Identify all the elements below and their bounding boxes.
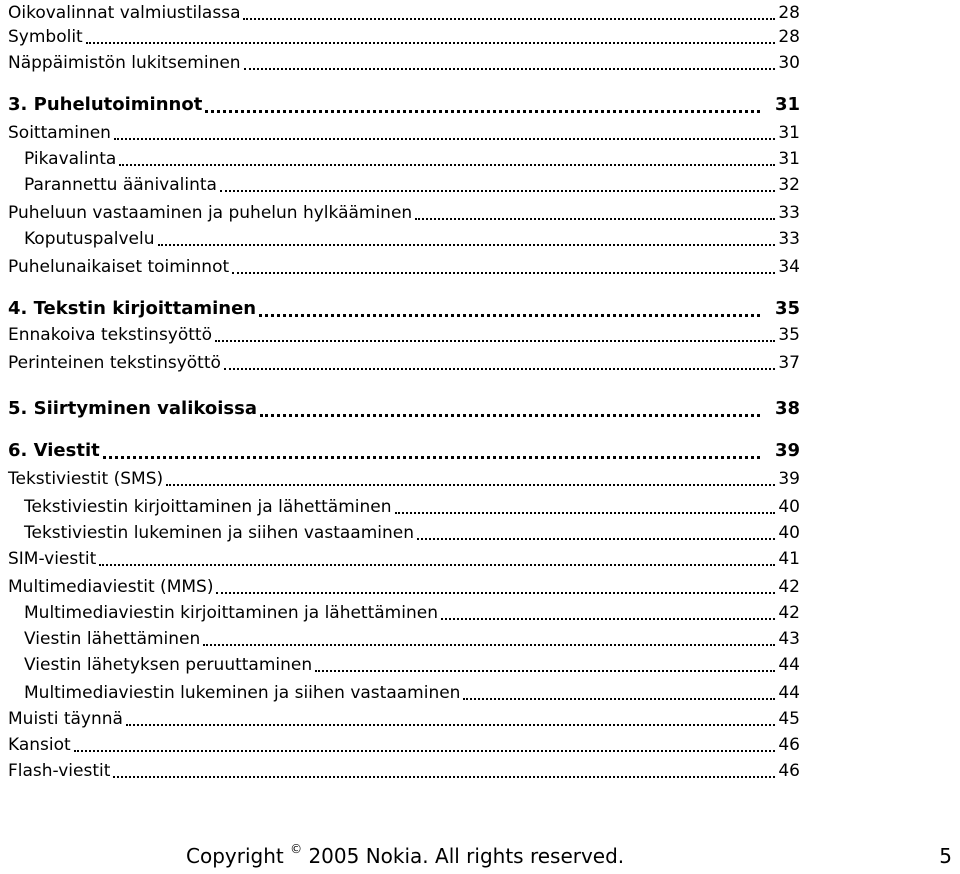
toc-entry-title: Kansiot (8, 735, 71, 755)
dot-leader (315, 670, 775, 672)
toc-entry-title: 6. Viestit (8, 440, 100, 461)
toc-entry[interactable] (8, 120, 800, 146)
toc-entry-page-number: 41 (778, 549, 800, 569)
toc-entry-page-number: 31 (778, 149, 800, 169)
dot-leader (224, 368, 775, 370)
toc-entry-title: Multimediaviestin kirjoittaminen ja lähettäminen (24, 603, 438, 623)
toc-entry-page-number: 40 (778, 523, 800, 543)
toc-entry-page-number: 46 (778, 761, 800, 781)
toc-entry[interactable] (8, 520, 800, 546)
toc-entry-title: Tekstiviestit (SMS) (8, 469, 164, 489)
toc-entry-title: Parannettu äänivalinta (24, 175, 217, 195)
dot-leader (205, 110, 760, 113)
toc-entry[interactable] (8, 600, 800, 626)
dot-leader (203, 644, 775, 646)
toc-entry-title: Symbolit (8, 27, 83, 47)
toc-entry-page-number: 42 (778, 577, 800, 597)
dot-leader (244, 68, 776, 70)
toc-entry-page-number: 38 (774, 398, 800, 419)
dot-leader (99, 564, 775, 566)
dot-leader (74, 750, 776, 752)
toc-entry-page-number: 39 (778, 469, 800, 489)
dot-leader (232, 272, 775, 274)
toc-entry-title: Näppäimistön lukitseminen (8, 53, 241, 73)
toc-entry-title: Koputuspalvelu (24, 229, 155, 249)
dot-leader (119, 164, 775, 166)
toc-entry-page-number: 32 (778, 175, 800, 195)
toc-entry-page-number: 35 (774, 298, 800, 319)
toc-entry-page-number: 44 (778, 683, 800, 703)
toc-entry[interactable] (8, 758, 800, 784)
toc-entry-title: Multimediaviestit (MMS) (8, 577, 214, 597)
toc-entry-title: Viestin lähetyksen peruuttaminen (24, 655, 313, 675)
copyright-text: 2005 Nokia. All rights reserved. (308, 844, 625, 868)
toc-entry-title: Viestin lähettäminen (24, 629, 201, 649)
page-number: 5 (939, 844, 952, 868)
toc-entry-page-number: 45 (778, 709, 800, 729)
toc-entry-page-number: 30 (778, 53, 800, 73)
copyright-prefix: Copyright (186, 844, 284, 868)
toc-entry[interactable] (8, 200, 800, 226)
toc-entry[interactable] (8, 226, 800, 252)
toc-entry-page-number: 31 (778, 123, 800, 143)
dot-leader (113, 776, 775, 778)
toc-entry-title: Soittaminen (8, 123, 111, 143)
dot-leader (415, 218, 775, 220)
toc-entry[interactable] (8, 732, 800, 758)
toc-entry[interactable] (8, 652, 800, 678)
toc-entry[interactable] (8, 322, 800, 348)
toc-entry[interactable] (8, 574, 800, 600)
toc-entry-title: Perinteinen tekstinsyöttö (8, 353, 221, 373)
dot-leader (259, 314, 760, 317)
toc-entry-title: Puhelunaikaiset toiminnot (8, 257, 230, 277)
toc-entry[interactable] (8, 146, 800, 172)
toc-entry-page-number: 28 (778, 27, 800, 47)
dot-leader (417, 538, 775, 540)
toc-entry-title: Pikavalinta (24, 149, 117, 169)
toc-entry[interactable] (8, 50, 800, 76)
toc-entry[interactable] (8, 254, 800, 280)
toc-entry-page-number: 35 (778, 325, 800, 345)
toc-entry-title: Muisti täynnä (8, 709, 123, 729)
toc-entry-title: SIM-viestit (8, 549, 97, 569)
toc-entry-page-number: 44 (778, 655, 800, 675)
page-footer (0, 840, 960, 874)
toc-entry[interactable] (8, 546, 800, 572)
toc-entry-title: 5. Siirtyminen valikoissa (8, 398, 257, 419)
toc-chapter-entry[interactable] (8, 396, 800, 422)
dot-leader (243, 18, 775, 20)
dot-leader (260, 414, 760, 417)
toc-entry-page-number: 39 (774, 440, 800, 461)
toc-entry-page-number: 33 (778, 203, 800, 223)
toc-entry-title: Puheluun vastaaminen ja puhelun hylkääminen (8, 203, 413, 223)
toc-entry[interactable] (8, 626, 800, 652)
toc-entry-page-number: 28 (778, 3, 800, 23)
dot-leader (220, 190, 775, 192)
dot-leader (86, 42, 776, 44)
dot-leader (166, 484, 775, 486)
toc-entry-title: Tekstiviestin kirjoittaminen ja lähettäminen (24, 497, 392, 517)
toc-entry-page-number: 31 (774, 94, 800, 115)
dot-leader (126, 724, 775, 726)
dot-leader (216, 592, 775, 594)
toc-entry-page-number: 33 (778, 229, 800, 249)
toc-entry-title: Oikovalinnat valmiustilassa (8, 3, 241, 23)
toc-entry-title: Ennakoiva tekstinsyöttö (8, 325, 212, 345)
toc-entry[interactable] (8, 706, 800, 732)
toc-chapter-entry[interactable] (8, 92, 800, 118)
dot-leader (463, 698, 775, 700)
toc-entry[interactable] (8, 350, 800, 376)
dot-leader (103, 456, 760, 459)
copyright-symbol: © (290, 842, 303, 856)
toc-chapter-entry[interactable] (8, 296, 800, 322)
dot-leader (158, 244, 776, 246)
toc-entry[interactable] (8, 0, 800, 26)
toc-entry[interactable] (8, 172, 800, 198)
toc-entry-title: Tekstiviestin lukeminen ja siihen vastaaminen (24, 523, 414, 543)
dot-leader (395, 512, 776, 514)
toc-entry-title: Flash-viestit (8, 761, 111, 781)
toc-entry-page-number: 43 (778, 629, 800, 649)
toc-entry-page-number: 37 (778, 353, 800, 373)
toc-entry[interactable] (8, 24, 800, 50)
toc-entry-title: 3. Puhelutoiminnot (8, 94, 203, 115)
toc-entry-page-number: 42 (778, 603, 800, 623)
toc-entry-page-number: 34 (778, 257, 800, 277)
toc-entry-title: Multimediaviestin lukeminen ja siihen vastaaminen (24, 683, 461, 703)
toc-entry[interactable] (8, 494, 800, 520)
toc-chapter-entry[interactable] (8, 438, 800, 464)
copyright-notice (186, 844, 624, 868)
dot-leader (441, 618, 775, 620)
dot-leader (215, 340, 775, 342)
toc-entry-page-number: 40 (778, 497, 800, 517)
dot-leader (114, 138, 775, 140)
toc-entry-title: 4. Tekstin kirjoittaminen (8, 298, 257, 319)
toc-entry[interactable] (8, 680, 800, 706)
toc-entry-page-number: 46 (778, 735, 800, 755)
toc-entry[interactable] (8, 466, 800, 492)
